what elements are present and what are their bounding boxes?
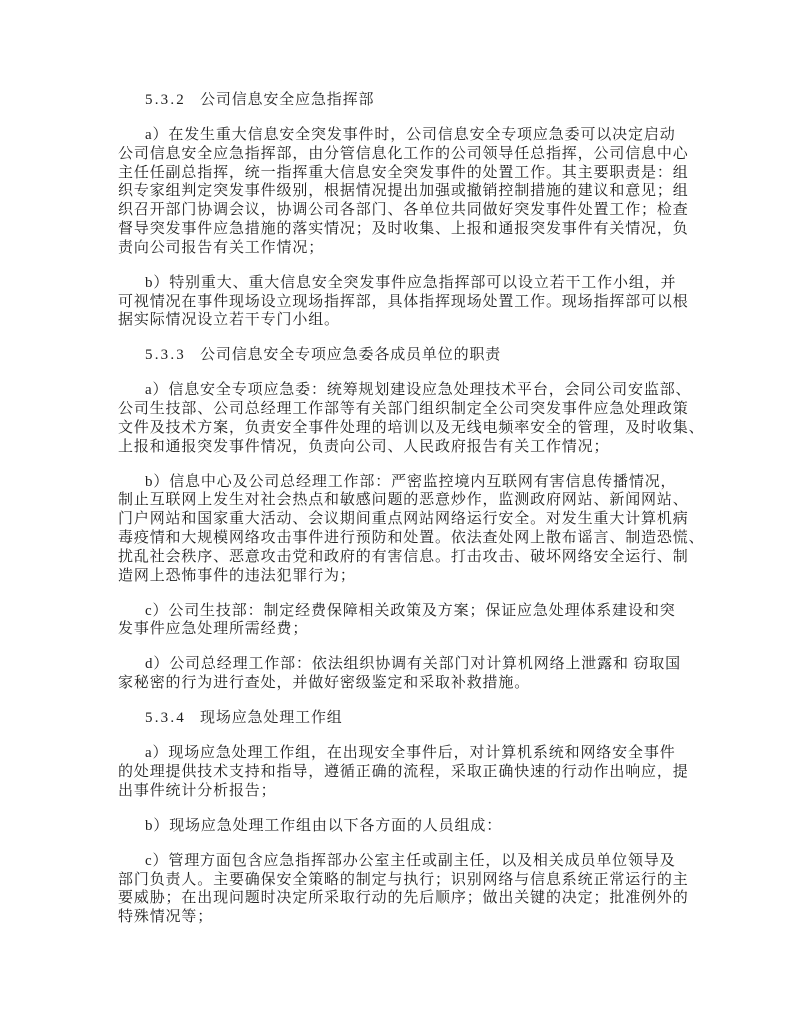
section-heading: [118, 91, 718, 110]
paragraph: [118, 126, 718, 258]
document-page: [118, 91, 718, 943]
paragraph-line: 家秘密的行为进行查处，并做好密级鉴定和采取补救措施。: [118, 675, 531, 692]
paragraph-line: a）在发生重大信息安全突发事件时，公司信息安全专项应急委可以决定启动: [145, 126, 676, 143]
paragraph-line: 发事件应急处理所需经费；: [118, 621, 309, 638]
paragraph-line: 部门负责人。主要确保安全策略的制定与执行；识别网络与信息系统正常运行的主: [118, 871, 689, 888]
paragraph-line: 要威胁；在出现问题时决定所采取行动的先后顺序；做出关键的决定；批准例外的: [118, 890, 689, 907]
paragraph-line: b）现场应急处理工作组由以下各方面的人员组成：: [145, 817, 503, 834]
section-title: 公司信息安全专项应急委各成员单位的职责: [200, 347, 502, 364]
paragraph-line: a）信息安全专项应急委：统筹规划建设应急处理技术平台，会同公司安监部、: [145, 382, 692, 399]
paragraph: [118, 473, 718, 586]
paragraph: [118, 602, 718, 640]
paragraph: [118, 274, 718, 330]
paragraph-line: b）信息中心及公司总经理工作部：严密监控境内互联网有害信息传播情况，: [145, 473, 677, 490]
paragraph: [118, 744, 718, 800]
paragraph-line: c）公司生技部：制定经费保障相关政策及方案；保证应急处理体系建设和突: [145, 602, 676, 619]
paragraph-line: 主任任副总指挥，统一指挥重大信息安全突发事件的处置工作。其主要职责是：组: [118, 164, 689, 181]
paragraph-line: 公司生技部、公司总经理工作部等有关部门组织制定全公司突发事件应急处理政策: [118, 401, 689, 418]
paragraph: [118, 655, 718, 693]
paragraph-line: b）特别重大、重大信息安全突发事件应急指挥部可以设立若干工作小组，并: [145, 274, 677, 291]
paragraph-line: 责向公司报告有关工作情况；: [118, 239, 325, 256]
paragraph-line: 上报和通报突发事件情况，负责向公司、人民政府报告有关工作情况；: [118, 438, 610, 455]
paragraph: [118, 852, 718, 927]
section-number: 5.3.4: [145, 710, 186, 727]
section-number: 5.3.2: [145, 92, 186, 108]
paragraph-line: 的处理提供技术支持和指导，遵循正确的流程，采取正确快速的行动作出响应，提: [118, 764, 689, 780]
paragraph-line: a）现场应急处理工作组，在出现安全事件后，对计算机系统和网络安全事件: [145, 745, 676, 762]
paragraph-line: 督导突发事件应急措施的落实情况；及时收集、上报和通报突发事件有关情况，负: [118, 220, 689, 237]
paragraph-line: d）公司总经理工作部：依法组织协调有关部门对计算机网络上泄露和 窃取国: [145, 656, 682, 673]
paragraph: [118, 817, 718, 836]
section-heading: [118, 346, 718, 365]
paragraph-line: 门户网站和国家重大活动、会议期间重点网站网络运行安全。对发生重大计算机病: [118, 511, 689, 528]
paragraph-line: 特殊情况等；: [118, 909, 214, 926]
section-title: 现场应急处理工作组: [200, 710, 343, 727]
section-title: 公司信息安全应急指挥部: [200, 92, 375, 108]
paragraph-line: 据实际情况设立若干专门小组。: [118, 312, 340, 329]
paragraph-line: 造网上恐怖事件的违法犯罪行为；: [118, 567, 356, 584]
paragraph: [118, 381, 718, 456]
paragraph-line: 文件及技术方案，负责安全事件处理的培训以及无线电频率安全的管理，及时收集、: [118, 419, 705, 436]
paragraph-line: 可视情况在事件现场设立现场指挥部，具体指挥现场处置工作。现场指挥部可以根: [118, 293, 689, 310]
paragraph-line: 织专家组判定突发事件级别，根据情况提出加强或撤销控制措施的建议和意见；组: [118, 183, 689, 200]
section-number: 5.3.3: [145, 347, 186, 364]
section-heading: [118, 709, 718, 728]
paragraph-line: 出事件统计分析报告；: [118, 782, 277, 799]
paragraph-line: c）管理方面包含应急指挥部办公室主任或副主任，以及相关成员单位领导及: [145, 852, 676, 869]
paragraph-line: 扰乱社会秩序、恶意攻击党和政府的有害信息。打击攻击、破坏网络安全运行、制: [118, 548, 689, 565]
paragraph-line: 公司信息安全应急指挥部，由分管信息化工作的公司领导任总指挥，公司信息中心: [118, 145, 689, 162]
paragraph-line: 制止互联网上发生对社会热点和敏感问题的恶意炒作，监测政府网站、新闻网站、: [118, 492, 689, 509]
paragraph-line: 织召开部门协调会议，协调公司各部门、各单位共同做好突发事件处置工作；检查: [118, 202, 689, 219]
paragraph-line: 毒疫情和大规模网络攻击事件进行预防和处置。依法查处网上散布谣言、制造恐慌、: [118, 530, 705, 547]
